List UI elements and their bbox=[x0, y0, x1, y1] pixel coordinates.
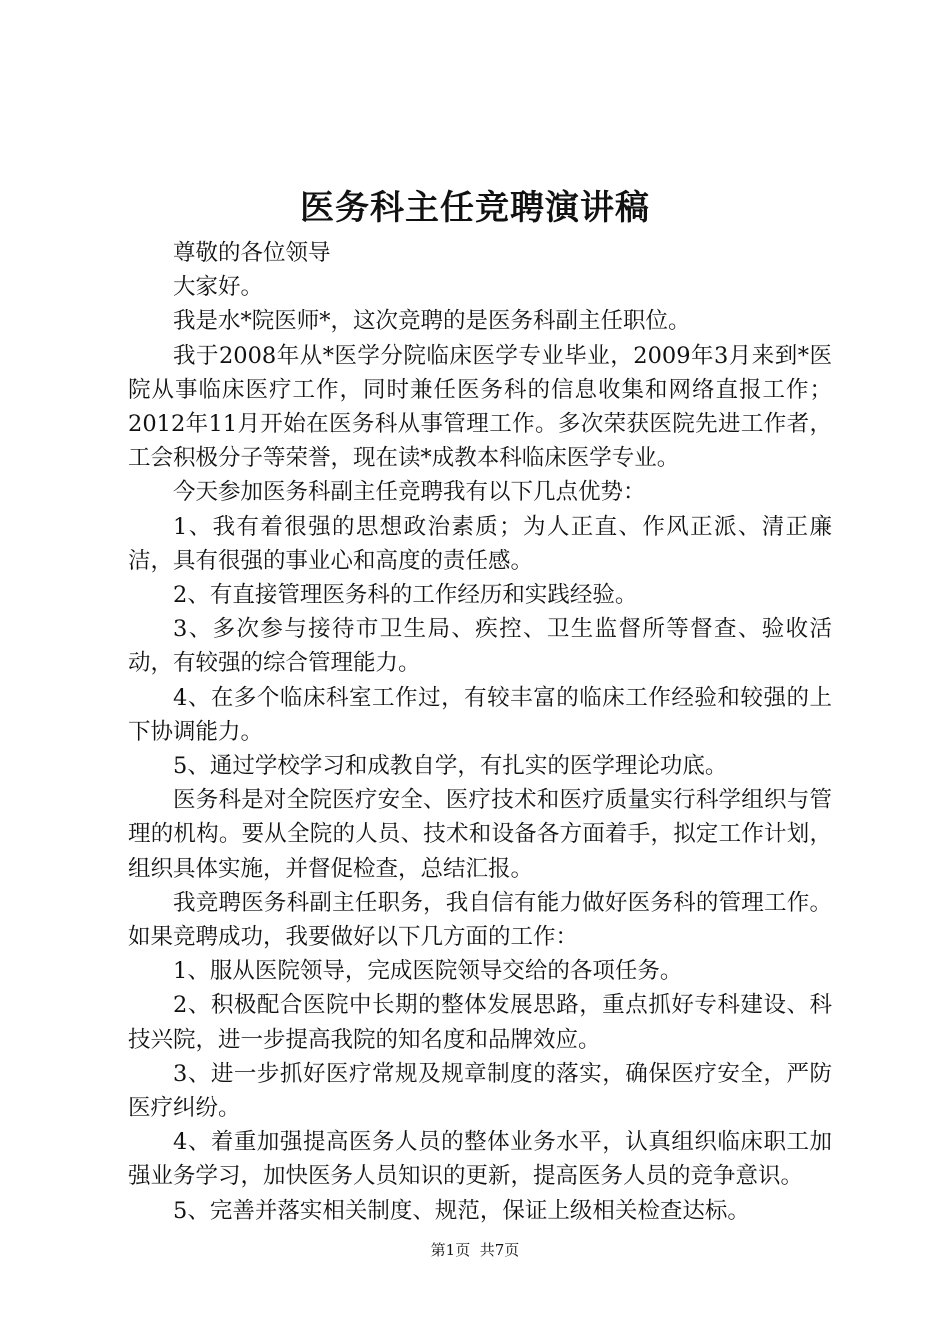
paragraph: 3、多次参与接待市卫生局、疾控、卫生监督所等督查、验收活动，有较强的综合管理能力。 bbox=[128, 616, 832, 677]
page-number: 第1页 bbox=[430, 1241, 471, 1259]
document-title: 医务科主任竞聘演讲稿 bbox=[300, 188, 650, 228]
paragraph: 4、着重加强提高医务人员的整体业务水平，认真组织临床职工加强业务学习，加快医务人员知识的更新，提高医务人员的竞争意识。 bbox=[128, 1129, 832, 1190]
paragraph: 我于2008年从*医学分院临床医学专业毕业，2009年3月来到*医院从事临床医疗工作，同时兼任医务科的信息收集和网络直报工作；2012年11月开始在医务科从事管理工作。多次荣获医院先进工作者，工会积极分子等荣誉，现在读*成教本科临床医学专业。 bbox=[128, 342, 832, 472]
paragraph: 2、积极配合医院中长期的整体发展思路，重点抓好专科建设、科技兴院，进一步提高我院的知名度和品牌效应。 bbox=[128, 992, 832, 1053]
paragraph: 5、完善并落实相关制度、规范，保证上级相关检查达标。 bbox=[173, 1197, 750, 1224]
paragraph: 今天参加医务科副主任竞聘我有以下几点优势： bbox=[173, 479, 646, 506]
paragraph: 2、有直接管理医务科的工作经历和实践经验。 bbox=[173, 582, 638, 609]
paragraph: 我竞聘医务科副主任职务，我自信有能力做好医务科的管理工作。如果竞聘成功，我要做好以下几方面的工作： bbox=[128, 889, 832, 951]
paragraph: 4、在多个临床科室工作过，有较丰富的临床工作经验和较强的上下协调能力。 bbox=[128, 684, 832, 745]
paragraph: 5、通过学校学习和成教自学，有扎实的医学理论功底。 bbox=[173, 753, 728, 780]
paragraph: 大家好。 bbox=[173, 274, 264, 301]
paragraph: 1、服从医院领导，完成医院领导交给的各项任务。 bbox=[173, 958, 683, 985]
document-body bbox=[128, 236, 832, 1228]
paragraph: 我是水*院医师*，这次竞聘的是医务科副主任职位。 bbox=[173, 308, 691, 335]
paragraph: 尊敬的各位领导 bbox=[173, 240, 331, 266]
page-total: 共7页 bbox=[479, 1241, 520, 1259]
paragraph: 3、进一步抓好医疗常规及规章制度的落实，确保医疗安全，严防医疗纠纷。 bbox=[128, 1060, 832, 1122]
paragraph: 医务科是对全院医疗安全、医疗技术和医疗质量实行科学组织与管理的机构。要从全院的人员、技术和设备各方面着手，拟定工作计划，组织具体实施，并督促检查，总结汇报。 bbox=[128, 787, 832, 882]
paragraph: 1、我有着很强的思想政治素质；为人正直、作风正派、清正廉洁，具有很强的事业心和高度的责任感。 bbox=[128, 513, 832, 574]
page-footer bbox=[0, 1240, 950, 1260]
